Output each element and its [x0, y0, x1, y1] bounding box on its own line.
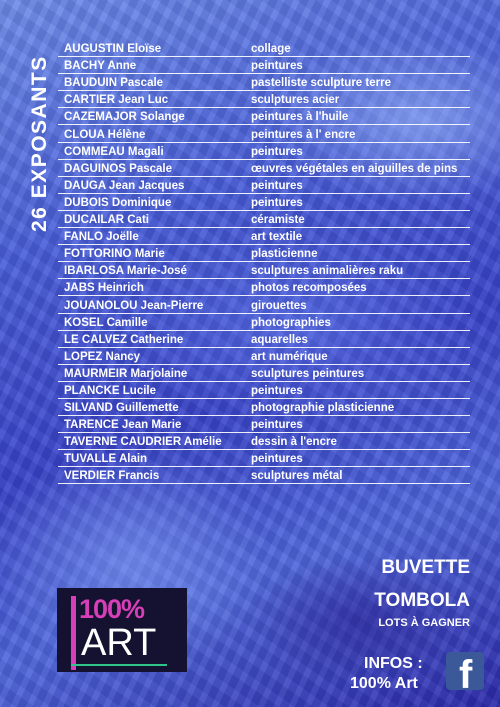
exhibitor-row	[58, 314, 470, 331]
exhibitor-craft: plasticienne	[251, 248, 318, 261]
exhibitor-craft: photographie plasticienne	[251, 402, 395, 415]
exhibitor-craft: pastelliste sculpture terre	[251, 77, 391, 90]
exhibitor-name: CAZEMAJOR Solange	[64, 111, 185, 124]
exhibitor-name: DAUGA Jean Jacques	[64, 179, 185, 192]
exhibitor-row	[58, 74, 470, 91]
exhibitor-craft: photos recomposées	[251, 282, 367, 295]
exhibitor-row	[58, 211, 470, 228]
exhibitor-name: IBARLOSA Marie-José	[64, 265, 187, 278]
exhibitor-craft: peintures	[251, 196, 303, 209]
exhibitor-count-title: 26 EXPOSANTS	[28, 55, 51, 232]
exhibitor-name: BACHY Anne	[64, 60, 137, 73]
logo-green-underline	[71, 664, 167, 666]
exhibitor-row	[58, 348, 470, 365]
exhibitor-name: TAVERNE CAUDRIER Amélie	[64, 436, 222, 449]
exhibitor-name: KOSEL Camille	[64, 316, 148, 329]
exhibitor-name: FANLO Joëlle	[64, 231, 139, 244]
exhibitor-row	[58, 433, 470, 450]
exhibitor-row	[58, 382, 470, 399]
exhibitor-row	[58, 296, 470, 313]
exhibitor-name: VERDIER Francis	[64, 470, 160, 483]
exhibitor-craft: peintures	[251, 145, 303, 158]
exhibitor-row	[58, 245, 470, 262]
exhibitor-row	[58, 194, 470, 211]
exhibitor-craft: collage	[251, 43, 291, 56]
exhibitor-craft: photographies	[251, 316, 331, 329]
facebook-icon[interactable]: f	[446, 652, 484, 690]
logo-percent-text: 100%	[79, 594, 145, 624]
exhibitor-craft: peintures	[251, 179, 303, 192]
exhibitor-name: FOTTORINO Marie	[64, 248, 165, 261]
exhibitor-row	[58, 160, 470, 177]
exhibitor-craft: aquarelles	[251, 333, 308, 346]
buvette-label: BUVETTE	[381, 557, 470, 578]
exhibitor-name: BAUDUIN Pascale	[64, 77, 164, 90]
exhibitor-name: MAURMEIR Marjolaine	[64, 367, 188, 380]
exhibitor-name: PLANCKE Lucile	[64, 384, 157, 397]
exhibitor-name: LOPEZ Nancy	[64, 350, 141, 363]
exhibitor-craft: art textile	[251, 231, 303, 244]
exhibitor-row	[58, 279, 470, 296]
exhibitor-row	[58, 399, 470, 416]
exhibitor-row	[58, 228, 470, 245]
exhibitor-name: DAGUINOS Pascale	[64, 162, 173, 175]
exhibitor-row	[58, 40, 470, 57]
exhibitor-row	[58, 331, 470, 348]
exhibitor-row	[58, 177, 470, 194]
exhibitor-craft: peintures	[251, 60, 303, 73]
exhibitor-name: CLOUA Hélène	[64, 128, 146, 141]
exhibitor-craft: girouettes	[251, 299, 307, 312]
exhibitor-craft: sculptures métal	[251, 470, 343, 483]
tombola-label: TOMBOLA	[374, 590, 470, 611]
exhibitor-name: CARTIER Jean Luc	[64, 94, 169, 107]
exhibitor-name: DUCAILAR Cati	[64, 214, 149, 227]
exhibitor-row	[58, 467, 470, 484]
exhibitor-row	[58, 125, 470, 142]
exhibitor-name: JOUANOLOU Jean-Pierre	[64, 299, 204, 312]
exhibitor-row	[58, 262, 470, 279]
exhibitor-table	[58, 40, 470, 484]
exhibitor-row	[58, 108, 470, 125]
exhibitor-row	[58, 143, 470, 160]
exhibitor-row	[58, 91, 470, 108]
exhibitor-row	[58, 365, 470, 382]
exhibitor-craft: œuvres végétales en aiguilles de pins	[251, 162, 458, 175]
exhibitor-craft: céramiste	[251, 214, 305, 227]
exhibitor-name: TUVALLE Alain	[64, 453, 148, 466]
exhibitor-name: COMMEAU Magali	[64, 145, 164, 158]
logo-art-text: ART	[81, 622, 157, 664]
exhibitor-row	[58, 416, 470, 433]
exhibitor-craft: sculptures animalières raku	[251, 265, 404, 278]
exhibitor-name: SILVAND Guillemette	[64, 402, 179, 415]
exhibitor-name: DUBOIS Dominique	[64, 196, 172, 209]
art-logo	[57, 588, 187, 672]
exhibitor-craft: peintures à l' encre	[251, 128, 356, 141]
exhibitor-craft: sculptures acier	[251, 94, 340, 107]
infos-label: INFOS :	[364, 655, 423, 672]
exhibitor-craft: peintures à l'huile	[251, 111, 349, 124]
exhibitor-craft: art numérique	[251, 350, 328, 363]
infos-link-text[interactable]: 100% Art	[350, 675, 418, 692]
exhibitor-row	[58, 57, 470, 74]
exhibitor-craft: peintures	[251, 419, 303, 432]
exhibitor-row	[58, 450, 470, 467]
lots-label: LOTS À GAGNER	[378, 617, 470, 629]
exhibitor-craft: peintures	[251, 384, 303, 397]
exhibitor-name: LE CALVEZ Catherine	[64, 333, 184, 346]
logo-pink-bar	[71, 596, 76, 670]
exhibitor-name: JABS Heinrich	[64, 282, 144, 295]
exhibitor-craft: peintures	[251, 453, 303, 466]
exhibitor-craft: dessin à l'encre	[251, 436, 337, 449]
exhibitor-craft: sculptures peintures	[251, 367, 365, 380]
exhibitor-name: TARENCE Jean Marie	[64, 419, 182, 432]
exhibitor-name: AUGUSTIN Eloïse	[64, 43, 162, 56]
